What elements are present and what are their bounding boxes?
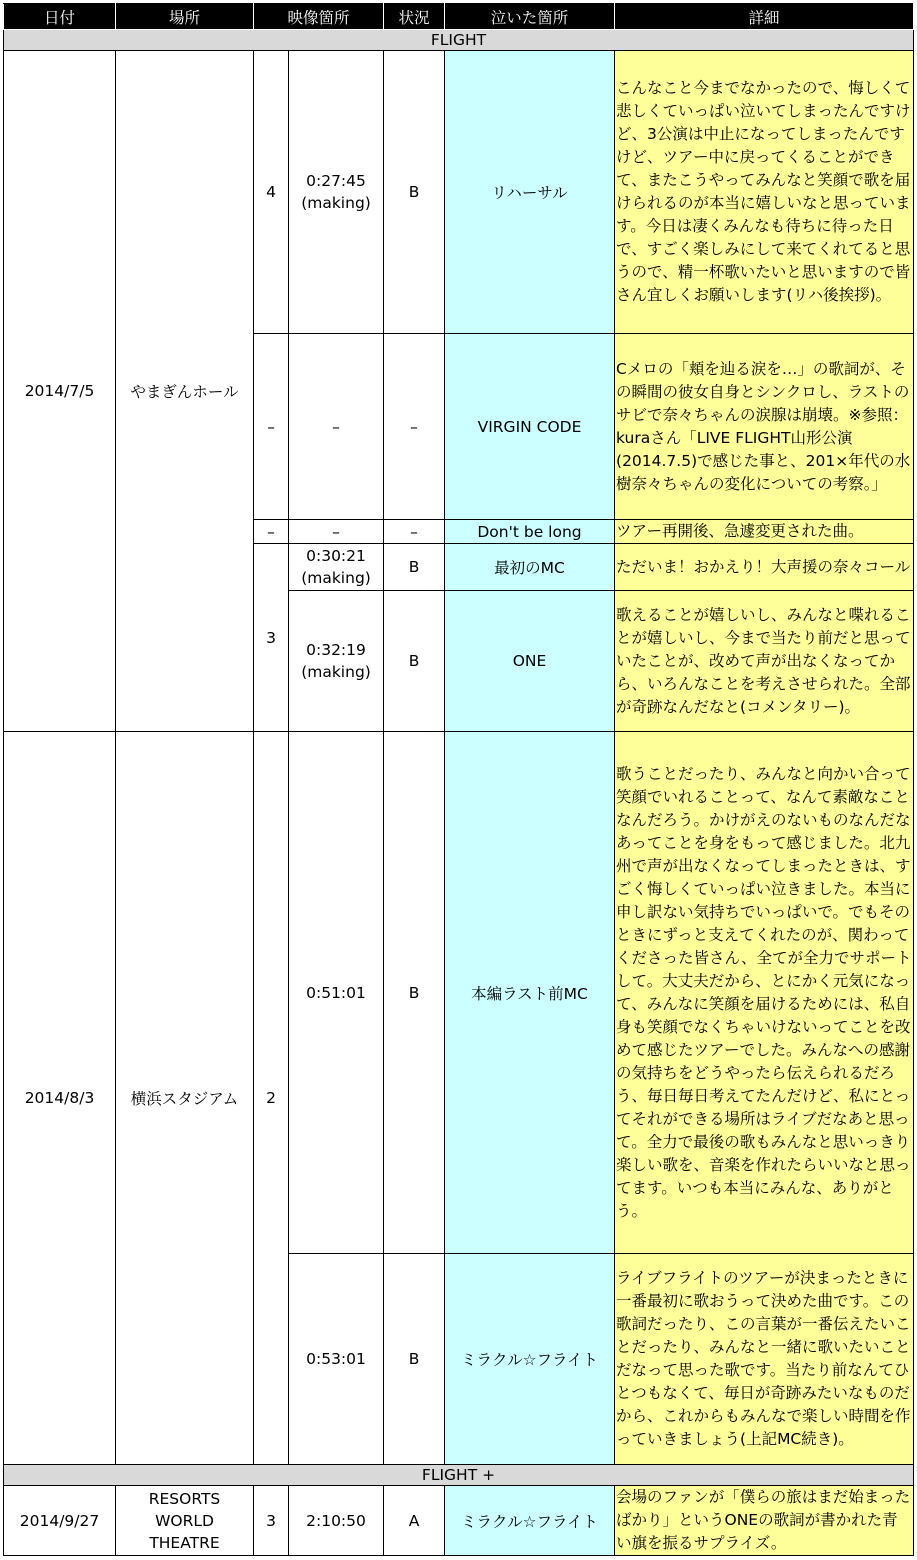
header-cried: 泣いた箇所 bbox=[445, 4, 615, 30]
detail-cell: ただいま！おかえり！大声援の奈々コール bbox=[615, 544, 914, 591]
time-note: (making) bbox=[301, 663, 371, 681]
state-cell: B bbox=[384, 51, 445, 334]
table-row bbox=[4, 732, 914, 1254]
disc-cell: 4 bbox=[254, 51, 289, 334]
cried-cell: ONE bbox=[445, 591, 615, 732]
detail-cell: 歌うことだったり、みんなと向かい合って笑顔でいれることって、なんて素敵なことなんだろう。かけがえのないものなんだなあってことを身をもって感じました。北九州で声が出なくなってしまったときは、すごく悔しくていっぱい泣きました。本当に申し訳ない気持ちでいっぱいで。でもそのときにずっと支えてくれたのが、関わってくださった皆さん、全てが全力でサポートして。大丈夫だから、とにかく元気になって、みんなに笑顔を届けるためには、私自身も笑顔でなくちゃいけないってことを改めて感じたツアーでした。みんなへの感謝の気持ちをどうやったら伝えられるだろう、毎日毎日考えてたんだけど、私にとってそれができる場所はライブだなあと思って。全力で最後の歌もみんなと思いっきり楽しい歌を、音楽を作れたらいいなと思ってます。いつも本当にみんな、ありがとう。 bbox=[615, 732, 914, 1254]
time-value: 0:27:45 bbox=[306, 172, 366, 190]
time-note: (making) bbox=[301, 194, 371, 212]
disc-cell: 2 bbox=[254, 732, 289, 1465]
time-cell: 2:10:50 bbox=[289, 1486, 384, 1556]
cried-cell: ミラクル☆フライト bbox=[445, 1254, 615, 1465]
section-label: FLIGHT bbox=[4, 30, 914, 51]
cried-cell: 本編ラスト前MC bbox=[445, 732, 615, 1254]
disc-cell: 3 bbox=[254, 544, 289, 732]
disc-cell: 3 bbox=[254, 1486, 289, 1556]
time-cell: 0:53:01 bbox=[289, 1254, 384, 1465]
date-cell: 2014/8/3 bbox=[4, 732, 116, 1465]
state-cell: B bbox=[384, 1254, 445, 1465]
state-cell: B bbox=[384, 732, 445, 1254]
venue-cell: 横浜スタジアム bbox=[116, 732, 254, 1465]
cried-cell: ミラクル☆フライト bbox=[445, 1486, 615, 1556]
detail-cell: 歌えることが嬉しいし、みんなと喋れることが嬉しいし、今まで当たり前だと思っていたことが、改めて声が出なくなってから、いろんなことを考えさせられた。全部が奇跡なんだなと(コメンタリー)。 bbox=[615, 591, 914, 732]
detail-cell: ツアー再開後、急遽変更された曲。 bbox=[615, 520, 914, 544]
state-cell: B bbox=[384, 544, 445, 591]
state-cell: B bbox=[384, 591, 445, 732]
detail-cell: 会場のファンが「僕らの旅はまだ始まったばかり」というONEの歌詞が書かれた青い旗を振るサプライズ。 bbox=[615, 1486, 914, 1556]
time-cell: – bbox=[289, 520, 384, 544]
header-date: 日付 bbox=[4, 4, 116, 30]
time-value: 0:32:19 bbox=[306, 641, 366, 659]
disc-cell: – bbox=[254, 334, 289, 520]
venue-cell: やまぎんホール bbox=[116, 51, 254, 732]
section-label: FLIGHT + bbox=[4, 1465, 914, 1486]
cried-cell: Don't be long bbox=[445, 520, 615, 544]
table-row bbox=[4, 1486, 914, 1556]
venue-cell bbox=[116, 1486, 254, 1556]
date-cell: 2014/7/5 bbox=[4, 51, 116, 732]
detail-cell: Cメロの「頬を辿る涙を…」の歌詞が、その瞬間の彼女自身とシンクロし、ラストのサビで奈々ちゃんの涙腺は崩壊。※参照：kuraさん「LIVE FLIGHT山形公演(2014.7.5)で感じた事と、201×年代の水樹奈々ちゃんの変化についての考察。」 bbox=[615, 334, 914, 520]
time-cell bbox=[289, 544, 384, 591]
state-cell: – bbox=[384, 520, 445, 544]
venue-line: WORLD bbox=[155, 1511, 214, 1530]
cried-cell: 最初のMC bbox=[445, 544, 615, 591]
header-row bbox=[4, 4, 914, 30]
detail-cell: こんなこと今までなかったので、悔しくて悲しくていっぱい泣いてしまったんですけど、3公演は中止になってしまったんですけど、ツアー中に戻ってくることができて、またこうやってみんなと笑顔で歌を届けられるのが本当に嬉しいなと思っています。今日は凄くみんなも待ちに待った日で、すごく楽しみにして来てくれてると思うので、精一杯歌いたいと思いますので皆さん宜しくお願いします(リハ後挨拶)。 bbox=[615, 51, 914, 334]
state-cell: – bbox=[384, 334, 445, 520]
header-venue: 場所 bbox=[116, 4, 254, 30]
venue-line: THEATRE bbox=[149, 1533, 220, 1552]
table-row bbox=[4, 51, 914, 334]
disc-cell: – bbox=[254, 520, 289, 544]
header-detail: 詳細 bbox=[615, 4, 914, 30]
time-value: 0:30:21 bbox=[306, 547, 366, 565]
header-state: 状況 bbox=[384, 4, 445, 30]
date-cell: 2014/9/27 bbox=[4, 1486, 116, 1556]
cried-cell: リハーサル bbox=[445, 51, 615, 334]
section-row bbox=[4, 1465, 914, 1486]
header-disc: 映像箇所 bbox=[254, 4, 384, 30]
section-row bbox=[4, 30, 914, 51]
state-cell: A bbox=[384, 1486, 445, 1556]
time-cell bbox=[289, 51, 384, 334]
time-cell bbox=[289, 591, 384, 732]
detail-cell: ライブフライトのツアーが決まったときに一番最初に歌おうって決めた曲です。この歌詞だったり、この言葉が一番伝えたいことだったり、みんなと一緒に歌いたいことだなって思った歌です。当たり前なんてひとつもなくて、毎日が奇跡みたいなものだから、これからもみんなで楽しい時間を作っていきましょう(上記MC続き)。 bbox=[615, 1254, 914, 1465]
time-note: (making) bbox=[301, 569, 371, 587]
cried-cell: VIRGIN CODE bbox=[445, 334, 615, 520]
venue-line: RESORTS bbox=[148, 1489, 221, 1508]
time-cell: 0:51:01 bbox=[289, 732, 384, 1254]
live-log-table bbox=[3, 3, 914, 1556]
time-cell: – bbox=[289, 334, 384, 520]
